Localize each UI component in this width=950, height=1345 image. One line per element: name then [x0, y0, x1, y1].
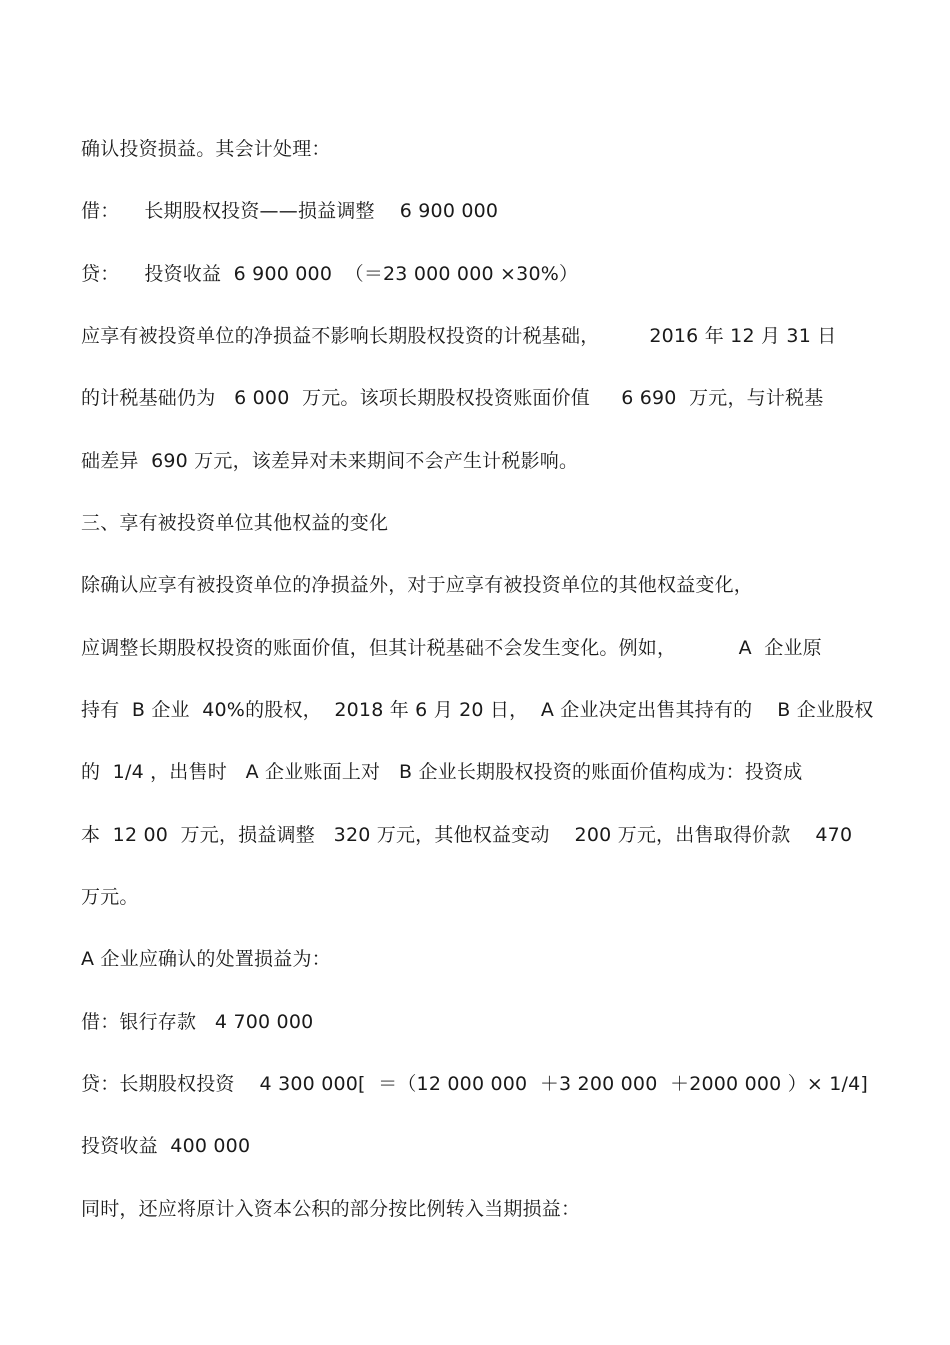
text-line: A 企业应确认的处置损益为：	[81, 948, 331, 970]
journal-entry-debit-line: 借：银行存款 4 700 000	[81, 1011, 314, 1033]
text-line: 的计税基础仍为 6 000 万元。该项长期股权投资账面价值 6 690 万元，与计税基	[81, 387, 824, 409]
journal-entry-debit-line: 借： 长期股权投资——损益调整 6 900 000	[81, 200, 499, 222]
text-line: 同时，还应将原计入资本公积的部分按比例转入当期损益：	[81, 1198, 581, 1220]
journal-entry-credit-line: 贷：长期股权投资 4 300 000[ ＝（12 000 000 ＋3 200 000 ＋2000 000 ）× 1/4]	[81, 1073, 869, 1095]
journal-entry-credit-line: 投资收益 400 000	[81, 1135, 251, 1157]
text-line: 应享有被投资单位的净损益不影响长期股权投资的计税基础， 2016 年 12 月 31 日	[81, 325, 837, 347]
text-line: 除确认应享有被投资单位的净损益外，对于应享有被投资单位的其他权益变化，	[81, 574, 754, 596]
text-line: 础差异 690 万元，该差异对未来期间不会产生计税影响。	[81, 450, 579, 472]
text-line: 确认投资损益。其会计处理：	[81, 138, 331, 160]
text-line: 万元。	[81, 886, 139, 908]
section-heading: 三、享有被投资单位其他权益的变化	[81, 512, 389, 534]
text-line: 应调整长期股权投资的账面价值，但其计税基础不会发生变化。例如， A 企业原	[81, 637, 822, 659]
text-line: 的 1/4 ，出售时 A 企业账面上对 B 企业长期股权投资的账面价值构成为：投资成	[81, 761, 803, 783]
text-line: 持有 B 企业 40%的股权， 2018 年 6 月 20 日， A 企业决定出售其持有的 B 企业股权	[81, 699, 874, 721]
journal-entry-credit-line: 贷： 投资收益 6 900 000 （＝23 000 000 ×30%）	[81, 263, 579, 285]
text-line: 本 12 00 万元，损益调整 320 万元，其他权益变动 200 万元，出售取得价款 470	[81, 824, 853, 846]
